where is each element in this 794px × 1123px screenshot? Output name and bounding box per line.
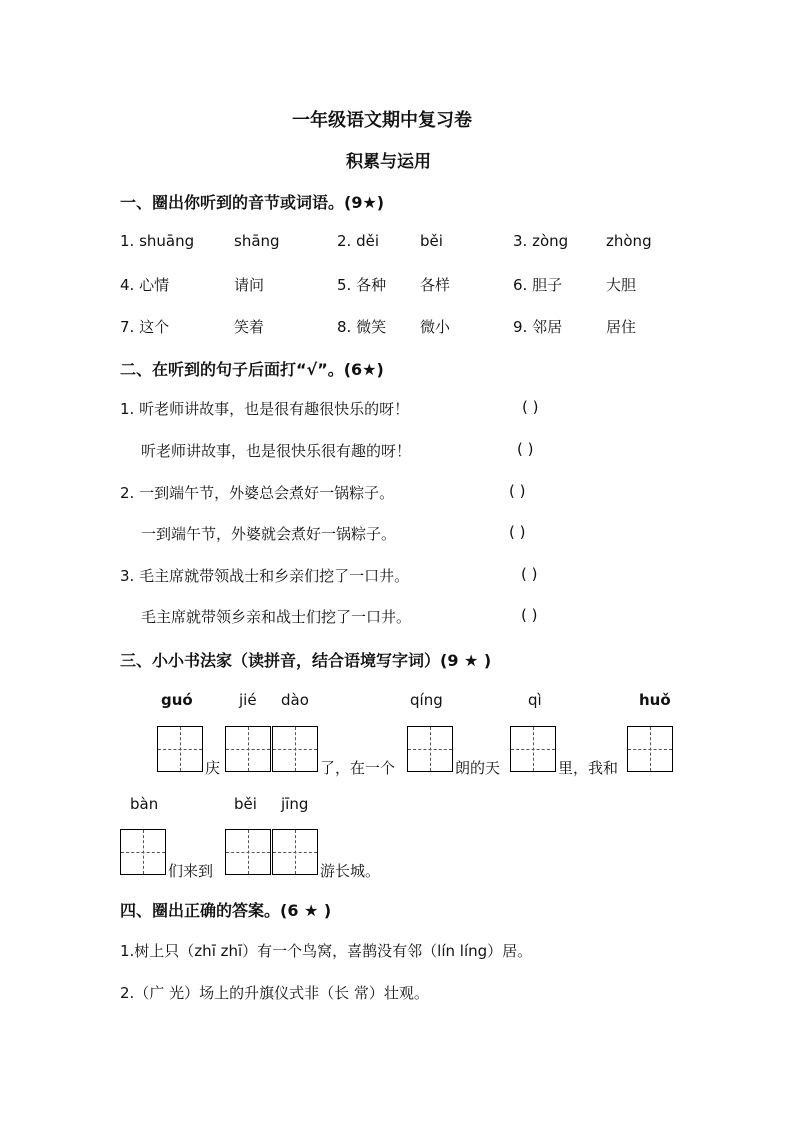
sec1-r2-c1: 4. 心情 bbox=[120, 276, 170, 294]
pinyin-jing: jīng bbox=[281, 795, 309, 813]
section-2-heading: 二、在听到的句子后面打“√”。(6★) bbox=[120, 360, 384, 379]
sec1-r3-c4: 微小 bbox=[420, 318, 451, 336]
writing-box-bei[interactable] bbox=[225, 829, 271, 875]
text-you-changcheng: 游长城。 bbox=[320, 862, 381, 880]
pinyin-jie: jié bbox=[239, 691, 257, 709]
text-lang-de-tian: 朗的天 bbox=[455, 759, 501, 777]
sec1-r3-c2: 笑着 bbox=[234, 318, 265, 336]
sec2-item-4-paren[interactable]: ( ) bbox=[509, 523, 526, 541]
page-subtitle: 积累与运用 bbox=[346, 152, 431, 172]
sec2-item-4-text: 一到端午节，外婆就会煮好一锅粽子。 bbox=[141, 525, 397, 543]
writing-box-guo[interactable] bbox=[157, 726, 203, 772]
text-li-wo-he: 里，我和 bbox=[558, 759, 619, 777]
sec2-item-5-paren[interactable]: ( ) bbox=[521, 565, 538, 583]
sec2-item-6-text: 毛主席就带领乡亲和战士们挖了一口井。 bbox=[141, 608, 412, 626]
sec2-item-1-text: 1. 听老师讲故事，也是很有趣很快乐的呀！ bbox=[120, 400, 410, 418]
section-4-heading: 四、圈出正确的答案。(6 ★ ) bbox=[120, 901, 332, 920]
sec1-r1-c6: zhòng bbox=[606, 232, 652, 250]
sec1-r3-c1: 7. 这个 bbox=[120, 318, 170, 336]
writing-box-huo[interactable] bbox=[627, 726, 673, 772]
sec1-r1-c4: běi bbox=[420, 232, 443, 250]
writing-box-jing[interactable] bbox=[272, 829, 318, 875]
writing-box-jie[interactable] bbox=[225, 726, 271, 772]
sec1-r3-c5: 9. 邻居 bbox=[513, 318, 563, 336]
text-le-zai-yige: 了，在一个 bbox=[320, 759, 396, 777]
sec2-item-3-text: 2. 一到端午节，外婆总会煮好一锅粽子。 bbox=[120, 484, 395, 502]
sec2-item-2-paren[interactable]: ( ) bbox=[517, 440, 534, 458]
pinyin-dao: dào bbox=[281, 691, 309, 709]
sec2-item-2-text: 听老师讲故事，也是很快乐很有趣的呀！ bbox=[141, 442, 412, 460]
text-men-lai-dao: 们来到 bbox=[168, 862, 214, 880]
sec4-line-2: 2.（广 光）场上的升旗仪式非（长 常）壮观。 bbox=[120, 984, 429, 1002]
pinyin-huo: huǒ bbox=[639, 691, 671, 709]
pinyin-guo: guó bbox=[161, 691, 193, 709]
sec4-line-1: 1.树上只（zhī zhī）有一个鸟窝，喜鹊没有邻（lín líng）居。 bbox=[120, 942, 533, 960]
pinyin-ban: bàn bbox=[130, 795, 159, 813]
section-3-heading: 三、小小书法家（读拼音，结合语境写字词）(9 ★ ) bbox=[120, 651, 492, 670]
sec1-r2-c5: 6. 胆子 bbox=[513, 276, 563, 294]
sec1-r1-c3: 2. děi bbox=[337, 232, 379, 250]
sec2-item-6-paren[interactable]: ( ) bbox=[521, 606, 538, 624]
sec1-r1-c5: 3. zòng bbox=[513, 232, 569, 250]
sec2-item-5-text: 3. 毛主席就带领战士和乡亲们挖了一口井。 bbox=[120, 567, 410, 585]
sec1-r2-c4: 各样 bbox=[420, 276, 451, 294]
text-qing: 庆 bbox=[205, 759, 221, 777]
writing-box-qing[interactable] bbox=[407, 726, 453, 772]
sec2-item-3-paren[interactable]: ( ) bbox=[509, 482, 526, 500]
sec1-r2-c2: 请问 bbox=[234, 276, 265, 294]
writing-box-qi[interactable] bbox=[510, 726, 556, 772]
section-1-heading: 一、圈出你听到的音节或词语。(9★) bbox=[120, 193, 385, 212]
page-title: 一年级语文期中复习卷 bbox=[292, 110, 472, 131]
sec1-r2-c3: 5. 各种 bbox=[337, 276, 387, 294]
sec1-r1-c1: 1. shuāng bbox=[120, 232, 195, 250]
sec1-r3-c6: 居住 bbox=[606, 318, 637, 336]
pinyin-bei: běi bbox=[234, 795, 257, 813]
pinyin-qi: qì bbox=[528, 691, 542, 709]
sec2-item-1-paren[interactable]: ( ) bbox=[522, 398, 539, 416]
sec1-r2-c6: 大胆 bbox=[606, 276, 637, 294]
sec1-r1-c2: shāng bbox=[234, 232, 280, 250]
sec1-r3-c3: 8. 微笑 bbox=[337, 318, 387, 336]
writing-box-dao[interactable] bbox=[272, 726, 318, 772]
pinyin-qing: qíng bbox=[410, 691, 443, 709]
writing-box-ban[interactable] bbox=[120, 829, 166, 875]
